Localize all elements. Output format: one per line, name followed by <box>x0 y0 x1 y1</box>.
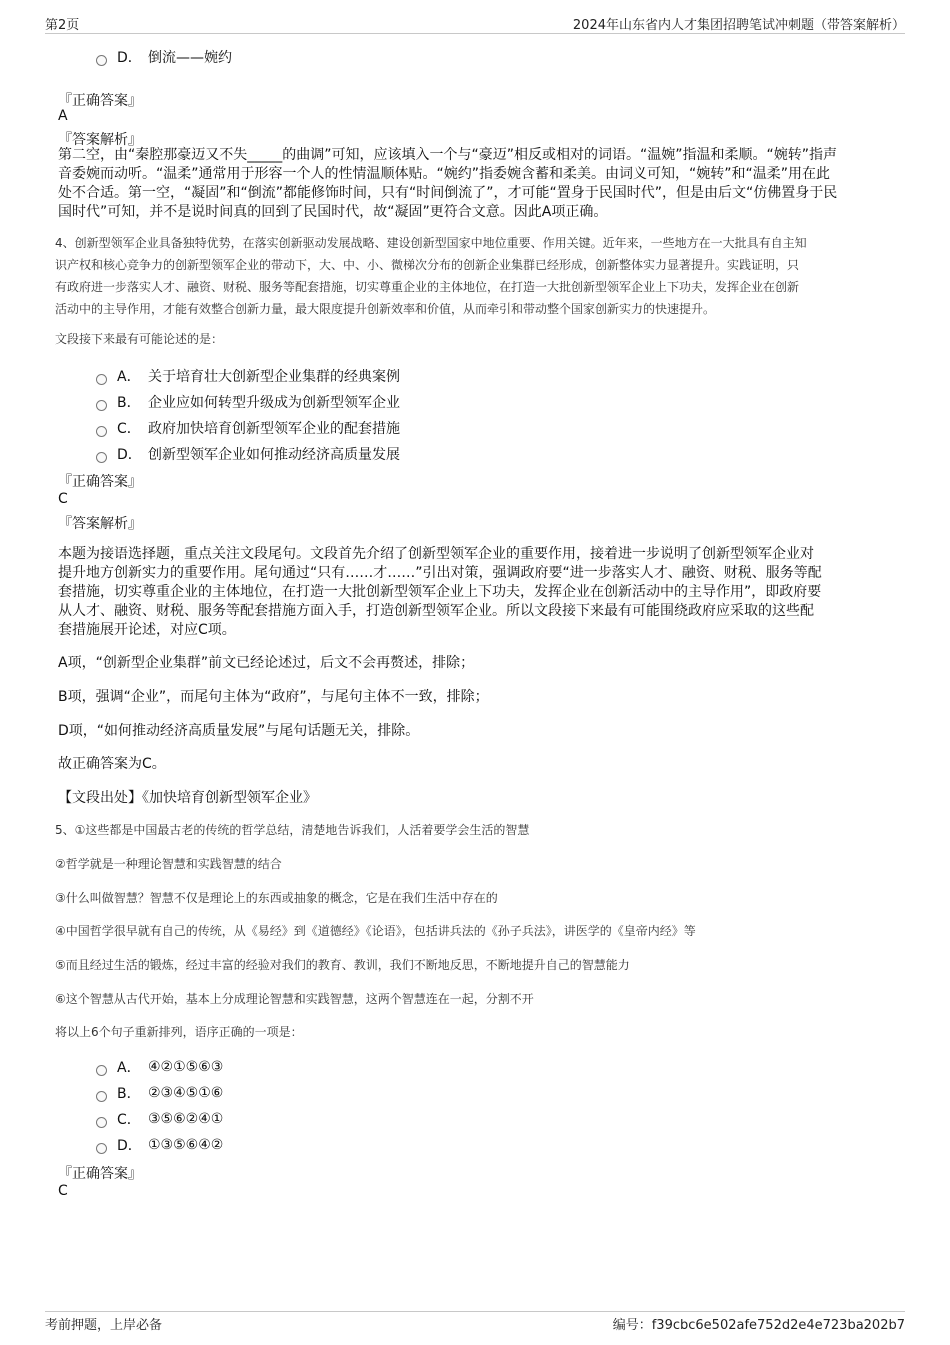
document-id: 编号：f39cbc6e502afe752d2e4e723ba202b7 <box>612 1318 905 1333</box>
radio-icon[interactable] <box>96 1065 107 1076</box>
q5-answer: C <box>58 1183 68 1199</box>
radio-icon[interactable] <box>96 55 107 66</box>
q3-analysis: 第二空，由“秦腔那豪迈又不失_____的曲调”可知，应该填入一个与“豪迈”相反或相对的词语。“温婉”指温和柔顺。“婉转”指声 音委婉而动听。“温柔”通常用于形容一个人的性情温顺体贴。“婉约”指委婉含蓄和柔美。由词义可知，“婉转”和“温柔”用在此 处不合适。第一空，“凝固”和“倒流”都能修饰时间，只有“时间倒流了”，才可能“置身于民国时代”，但是由后文“仿佛置身于民 国时代”可知，并不是说时间真的回到了民国时代，故“凝固”更符合文意。因此A项正确。 <box>58 147 838 220</box>
q5-sentence-1: 5、①这些都是中国最古老的传统的哲学总结，清楚地告诉我们，人活着要学会生活的智慧 <box>55 823 530 837</box>
radio-icon[interactable] <box>96 452 107 463</box>
radio-icon[interactable] <box>96 426 107 437</box>
q4-source: 【文段出处】《加快培育创新型领军企业》 <box>58 790 317 806</box>
header-divider <box>45 33 905 34</box>
radio-icon[interactable] <box>96 374 107 385</box>
q4-option-d[interactable]: D． 创新型领军企业如何推动经济高质量发展 <box>96 444 400 464</box>
q4-stem: 4、创新型领军企业具备独特优势，在落实创新驱动发展战略、建设创新型国家中地位重要、作用关键。近年来，一些地方在一大批具有自主知 识产权和核心竞争力的创新型领军企业的带动下，大、中、小、微梯次分布的创新企业集群已经形成，创新整体实力显著提升。实践证明，只 有政府进一步落实人才、融资、财税、服务等配套措施，切实尊重企业的主体地位，在打造一大批创新型领军企业上下功夫，发挥企业在创新 活动中的主导作用，才能有效整合创新力量，最大限度提升创新效率和价值，从而牵引和带动整个国家创新实力的快速提升。 <box>55 236 807 316</box>
radio-icon[interactable] <box>96 400 107 411</box>
radio-icon[interactable] <box>96 1091 107 1102</box>
document-title: 2024年山东省内人才集团招聘笔试冲刺题（带答案解析） <box>572 18 905 33</box>
q3-answer: A <box>58 108 68 124</box>
q5-sentence-3: ③什么叫做智慧？智慧不仅是理论上的东西或抽象的概念，它是在我们生活中存在的 <box>55 891 498 905</box>
q5-option-c[interactable]: C． ③⑤⑥②④① <box>96 1109 223 1129</box>
q4-elim-d: D项，“如何推动经济高质量发展”与尾句话题无关，排除。 <box>58 723 420 739</box>
footer-divider <box>45 1311 905 1312</box>
q4-analysis: 本题为接语选择题，重点关注文段尾句。文段首先介绍了创新型领军企业的重要作用，接着进一步说明了创新型领军企业对 提升地方创新实力的重要作用。尾句通过“只有……才……”引出对策，强调政府要“进一步落实人才、融资、财税、服务等配 套措施，切实尊重企业的主体地位，在打造一大批创新型领军企业上下功夫，发挥企业在创新活动中的主导作用”，即政府要 从人才、融资、财税、服务等配套措施方面入手，打造创新型领军企业。所以文段接下来最有可能围绕政府应采取的这些配 套措施展开论述，对应C项。 <box>58 546 822 638</box>
footer-slogan: 考前押题，上岸必备 <box>45 1318 163 1333</box>
radio-icon[interactable] <box>96 1143 107 1154</box>
q5-answer-label: 『正确答案』 <box>58 1166 142 1182</box>
q5-option-d[interactable]: D． ①③⑤⑥④② <box>96 1135 223 1155</box>
q5-sentence-4: ④中国哲学很早就有自己的传统，从《易经》到《道德经》《论语》，包括讲兵法的《孙子兵法》，讲医学的《皇帝内经》等 <box>55 924 696 938</box>
q5-sentence-6: ⑥这个智慧从古代开始，基本上分成理论智慧和实践智慧，这两个智慧连在一起，分割不开 <box>55 992 534 1006</box>
q5-prompt: 将以上6个句子重新排列，语序正确的一项是： <box>55 1025 303 1039</box>
q4-elim-b: B项，强调“企业”，而尾句主体为“政府”，与尾句主体不一致，排除； <box>58 689 489 705</box>
page-number: 第2页 <box>45 18 80 33</box>
q4-option-b[interactable]: B． 企业应如何转型升级成为创新型领军企业 <box>96 392 400 412</box>
q4-option-c[interactable]: C． 政府加快培育创新型领军企业的配套措施 <box>96 418 400 438</box>
q4-option-a[interactable]: A． 关于培育壮大创新型企业集群的经典案例 <box>96 366 400 386</box>
q5-option-b[interactable]: B． ②③④⑤①⑥ <box>96 1083 223 1103</box>
q4-answer-label: 『正确答案』 <box>58 474 142 490</box>
q5-sentence-2: ②哲学就是一种理论智慧和实践智慧的结合 <box>55 857 282 871</box>
q4-analysis-label: 『答案解析』 <box>58 516 142 532</box>
q4-prompt: 文段接下来最有可能论述的是： <box>55 332 224 346</box>
q4-conclusion: 故正确答案为C。 <box>58 756 166 772</box>
q3-answer-label: 『正确答案』 <box>58 93 142 109</box>
radio-icon[interactable] <box>96 1117 107 1128</box>
q4-elim-a: A项，“创新型企业集群”前文已经论述过，后文不会再赘述，排除； <box>58 655 475 671</box>
q5-sentence-5: ⑤而且经过生活的锻炼，经过丰富的经验对我们的教育、教训，我们不断地反思，不断地提升自己的智慧能力 <box>55 958 630 972</box>
q4-answer: C <box>58 491 68 507</box>
q3-analysis-label: 『答案解析』 <box>58 132 142 148</box>
q3-option-d[interactable]: D． 倒流——婉约 <box>96 47 232 67</box>
q5-option-a[interactable]: A． ④②①⑤⑥③ <box>96 1057 223 1077</box>
